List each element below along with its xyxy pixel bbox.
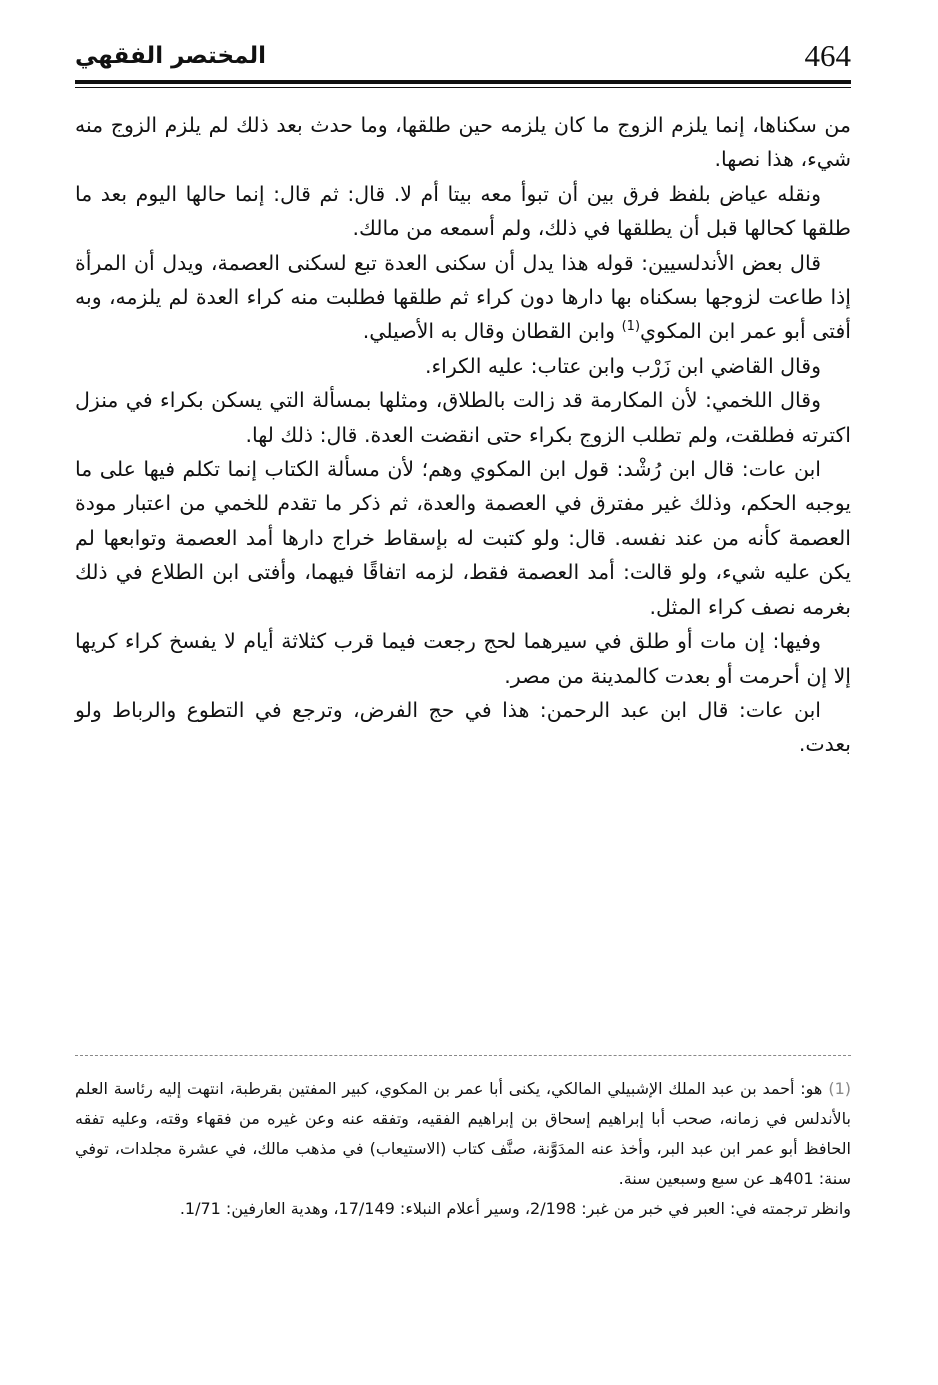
paragraph: ونقله عياض بلفظ فرق بين أن تبوأ معه بيتا أم لا. قال: ثم قال: إنما حالها اليوم بعد ما طلقها كحالها قبل أن يطلقها في ذلك، ولم أسمعه من مالك. — [75, 181, 851, 241]
paragraph-text: قال بعض الأندلسيين: قوله هذا يدل أن سكنى العدة تبع لسكنى العصمة، ويدل أن المرأة إذا طاعت لزوجها بسكناه بها دارها دون كراء ثم طلقها فطلبت منه كراء العدة لم يلزمه، وبه أفتى أبو عمر ابن المكوي — [75, 250, 851, 344]
footnote-divider — [75, 1055, 851, 1056]
footnote-marker: (1) — [828, 1079, 851, 1098]
header-rule-thick — [75, 80, 851, 84]
page-number: 464 — [804, 38, 851, 73]
paragraph: وقال اللخمي: لأن المكارمة قد زالت بالطلاق، ومثلها بمسألة التي يسكن بكراء في منزل اكترته فطلقت، ولم تطلب الزوج بكراء حتى انقضت العدة. قال: ذلك لها. — [75, 388, 851, 447]
main-text — [75, 108, 851, 762]
footnote-references: وانظر ترجمته في: العبر في خبر من غبر: 2/198، وسير أعلام النبلاء: 17/149، وهدية العارفين: 1/71. — [179, 1199, 851, 1218]
paragraph: ابن عات: قال ابن عبد الرحمن: هذا في حج الفرض، وترجع في التطوع والرباط ولو بعدت. — [75, 697, 851, 757]
page-header — [75, 36, 851, 76]
footnote — [75, 1074, 851, 1194]
header-rule-thin — [75, 87, 851, 88]
book-title: المختصر الفقهي — [75, 43, 266, 69]
paragraph: وفيها: إن مات أو طلق في سيرهما لحج رجعت فيما قرب كثلاثة أيام لا يفسخ كراء كريها إلا إن أحرمت أو بعدت كالمدينة من مصر. — [75, 629, 851, 688]
paragraph — [75, 246, 851, 349]
paragraph: من سكناها، إنما يلزم الزوج ما كان يلزمه حين طلقها، وما حدث بعد ذلك لم يلزم الزوج منه شيء، هذا نصها. — [75, 113, 851, 172]
footnote-reference[interactable]: (1) — [621, 319, 641, 335]
paragraph-text-tail: وابن القطان وقال به الأصيلي. — [362, 319, 622, 344]
footnote-text: هو: أحمد بن عبد الملك الإشبيلي المالكي، يكنى أبا عمر بن المكوي، كبير المفتين بقرطبة، انتهت إليه رئاسة العلم بالأندلس في زمانه، صحب أبا إبراهيم إسحاق بن إبراهيم الفقيه، وتفقه عنه وعن غيره من فقهاء وقته، وعليه تفقه الحافظ أبو عمر ابن عبد البر، وأخذ عنه المدَوَّنة، صنَّف كتاب (الاستيعاب) في مذهب مالك، في عشرة مجلدات، توفي سنة: 401هـ عن سبع وسبعين سنة. — [75, 1079, 851, 1188]
paragraph: ابن عات: قال ابن رُشْد: قول ابن المكوي وهم؛ لأن مسألة الكتاب إنما تكلم فيها على ما يوجبه الحكم، وذلك غير مفترق في العصمة والعدة، ثم ذكر ما تقدم للخمي من اعتبار مودة العصمة كأنه من عند نفسه. قال: ولو كتبت له بإسقاط خراج دارها أمد العصمة وتوابعها لم يكن عليه شيء، ولو قالت: أمد العصمة فقط، لزمه اتفاقًا فيهما، وأفتى ابن الطلاع في ذلك بغرمه نصف كراء المثل. — [75, 457, 851, 619]
paragraph: وقال القاضي ابن زَرْب وابن عتاب: عليه الكراء. — [424, 353, 821, 378]
footnotes — [75, 1074, 851, 1224]
